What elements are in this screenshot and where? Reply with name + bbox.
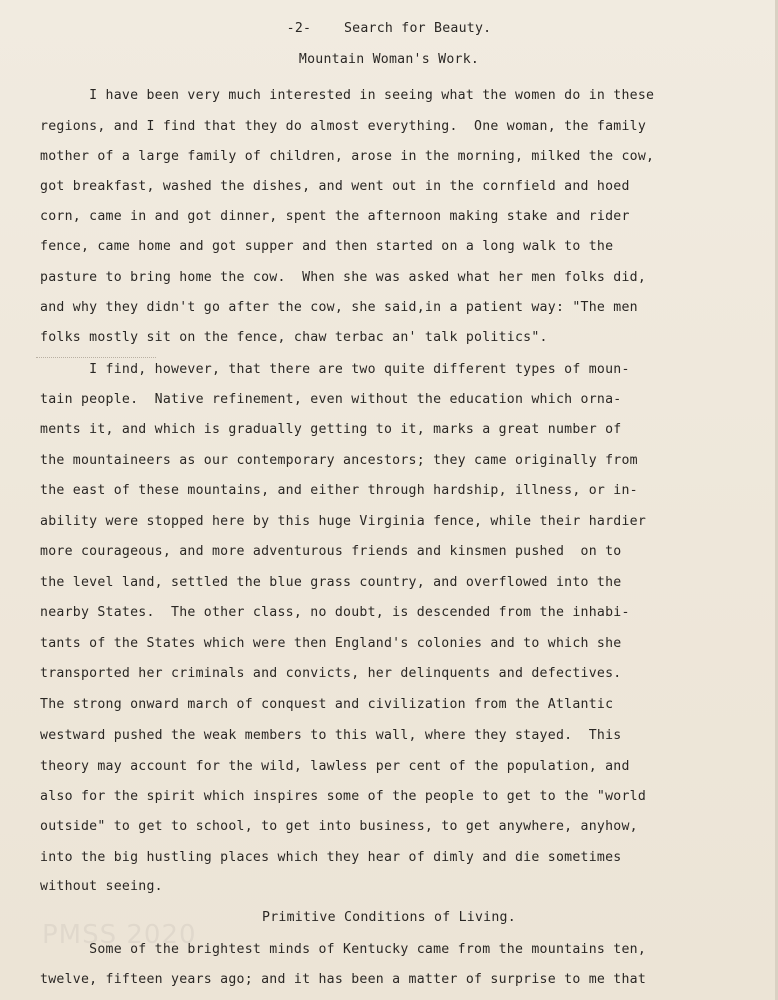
body-line: regions, and I find that they do almost everything. One woman, the family bbox=[40, 119, 647, 134]
body-line: pasture to bring home the cow. When she was asked what her men folks did, bbox=[40, 270, 647, 285]
body-line: transported her criminals and convicts, her delinquents and defectives. bbox=[40, 666, 622, 681]
body-line: twelve, fifteen years ago; and it has been a matter of surprise to me that bbox=[40, 972, 647, 987]
body-line: Some of the brightest minds of Kentucky came from the mountains ten, bbox=[40, 942, 647, 957]
body-line: tain people. Native refinement, even without the education which orna- bbox=[40, 392, 622, 407]
body-line: corn, came in and got dinner, spent the afternoon making stake and rider bbox=[40, 209, 630, 224]
body-line: westward pushed the weak members to this wall, where they stayed. This bbox=[40, 728, 622, 743]
section-heading-mountain-womans-work: Mountain Woman's Work. bbox=[298, 52, 480, 67]
body-line: mother of a large family of children, arose in the morning, milked the cow, bbox=[40, 149, 655, 164]
body-line: The strong onward march of conquest and civilization from the Atlantic bbox=[40, 697, 614, 712]
section-heading-primitive-conditions: Primitive Conditions of Living. bbox=[262, 910, 516, 925]
body-line: tants of the States which were then England's colonies and to which she bbox=[40, 636, 622, 651]
archive-watermark: PMSS 2020 bbox=[42, 920, 197, 950]
body-line: ability were stopped here by this huge Virginia fence, while their hardier bbox=[40, 514, 647, 529]
body-line: I find, however, that there are two quite different types of moun- bbox=[40, 362, 630, 377]
body-line: and why they didn't go after the cow, she said,in a patient way: "The men bbox=[40, 300, 638, 315]
body-line: folks mostly sit on the fence, chaw terbac an' talk politics". bbox=[40, 330, 548, 345]
body-line: the east of these mountains, and either through hardship, illness, or in- bbox=[40, 483, 638, 498]
body-line: got breakfast, washed the dishes, and went out in the cornfield and hoed bbox=[40, 179, 630, 194]
body-line: nearby States. The other class, no doubt, is descended from the inhabi- bbox=[40, 605, 630, 620]
body-line: also for the spirit which inspires some of the people to get to the "world bbox=[40, 789, 647, 804]
body-line: outside" to get to school, to get into business, to get anywhere, anyhow, bbox=[40, 819, 638, 834]
body-line: the mountaineers as our contemporary ancestors; they came originally from bbox=[40, 453, 638, 468]
body-line: ments it, and which is gradually getting to it, marks a great number of bbox=[40, 422, 622, 437]
body-line: into the big hustling places which they hear of dimly and die sometimes bbox=[40, 850, 622, 865]
body-line: the level land, settled the blue grass country, and overflowed into the bbox=[40, 575, 622, 590]
body-line: theory may account for the wild, lawless per cent of the population, and bbox=[40, 759, 630, 774]
body-line: fence, came home and got supper and then started on a long walk to the bbox=[40, 239, 614, 254]
page-title: -2- Search for Beauty. bbox=[286, 21, 492, 36]
dotted-divider bbox=[36, 357, 156, 358]
body-line: I have been very much interested in seeing what the women do in these bbox=[40, 88, 655, 103]
body-line: without seeing. bbox=[40, 879, 163, 894]
body-line: more courageous, and more adventurous friends and kinsmen pushed on to bbox=[40, 544, 622, 559]
